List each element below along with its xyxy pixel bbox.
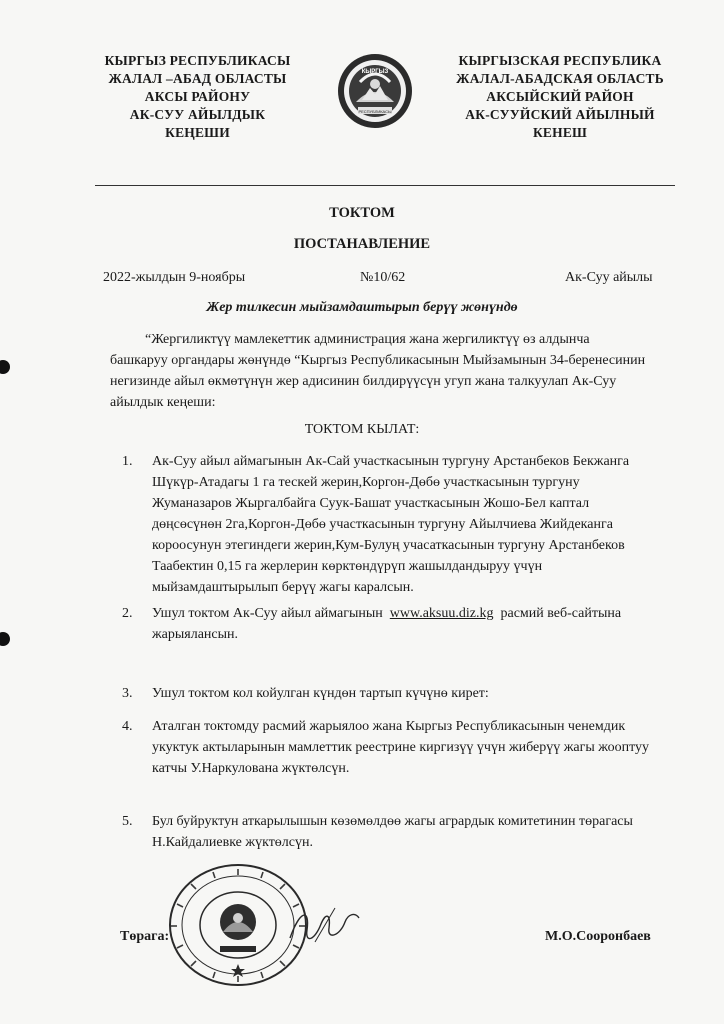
item-number: 4. [122,719,133,734]
item-number: 5. [122,814,133,829]
document-date: 2022-жылдын 9-ноябры [103,270,246,285]
decree-heading: ТОКТОМ КЫЛАТ: [304,422,420,437]
header-right [445,52,675,142]
header-divider [95,185,675,186]
header-right-line: КЕНЕШ [532,125,588,140]
item-line: Бул буйруктун аткарылышын көзөмөлдөө жагы агрардык комитетинин төрагасы [152,814,633,829]
item-line: жарыялансын. [152,627,239,642]
item-line: Таабектин 0,15 га жерлерин көрктөндүрүп жашылдандыруу үчүн [152,559,543,574]
item-line: Шүкүр-Атадагы 1 га тескей жерин,Коргон-Дөбө участкасынын тургуну [152,475,580,490]
state-emblem-icon [336,52,414,130]
item-line-text: Ушул токтом Ак-Суу айыл аймагынын [152,606,390,621]
item-line: катчы У.Наркулована жүктөлсүн. [152,761,350,776]
document-number: №10/62 [360,270,406,285]
preamble [110,329,670,413]
emblem-bottom-text: РЕСПУБЛИКАСЫ [358,109,392,114]
document-subject: Жер тилкесин мыйзамдаштырып берүү жөнүндө [206,300,518,315]
header-right-line: АКСЫЙСКИЙ РАЙОН [486,89,634,104]
signature-icon [285,900,365,950]
signer-name: М.О.Сооронбаев [545,929,651,944]
item-line: Н.Кайдалиевке жүктөлсүн. [152,835,313,850]
header-left [90,52,305,142]
item-line: Ушул токтом кол койулган күндөн тартып күчүнө кирет: [152,686,489,701]
item-line: Жуманазаров Жыргалбайга Суук-Башат участкасынын Жошо-Бел каптал [152,496,590,511]
item-number: 3. [122,686,133,701]
header-left-line: АК-СУУ АЙЫЛДЫК [129,107,266,122]
preamble-line: башкаруу органдары жөнүндө “Кыргыз Республикасынын Мыйзамынын 34-беренесинин [110,353,646,368]
header-right-line: КЫРГЫЗСКАЯ РЕСПУБЛИКА [458,53,662,68]
header-left-line: АКСЫ РАЙОНУ [144,89,251,104]
preamble-line: айылдык кеңеши: [110,395,216,410]
title-kyrgyz: ТОКТОМ [329,205,395,221]
emblem-text: КЫРГЫЗ [361,69,389,75]
punch-hole [0,360,10,374]
item-line-text: расмий веб-сайтына [493,606,622,621]
item-line: Ак-Суу айыл аймагынын Ак-Сай участкасынын тургуну Арстанбеков Бекжанга [152,454,630,469]
item-line: дөңсөсүнөн 2га,Коргон-Дөбө участкасынын тургуну Айылчиева Жийдеканга [152,517,613,532]
signer-label: Төрага: [120,929,170,944]
document-place: Ак-Суу айылы [565,270,653,285]
preamble-line: “Жергиликтүү мамлекеттик администрация жана жергиликтүү өз алдынча [145,332,590,347]
header-right-line: ЖАЛАЛ-АБАДСКАЯ ОБЛАСТЬ [456,71,664,86]
item-line: мыйзамдаштырылып берүү жагы каралсын. [152,580,414,595]
header-left-line: ЖАЛАЛ –АБАД ОБЛАСТЫ [108,71,287,86]
item-line: короосунун этегиндеги жерин,Кум-Булуң учасаткасынын тургуну Арстанбеков [152,538,625,553]
item-number: 2. [122,606,133,621]
website-link[interactable]: www.aksuu.diz.kg [389,606,494,621]
item-line: укуктук актыларынын мамлеттик реестрине киргизүү үчүн жиберүү жагы жооптуу [152,740,650,755]
punch-hole [0,632,10,646]
header-left-line: КЫРГЫЗ РЕСПУБЛИКАСЫ [104,53,291,68]
preamble-line: негизинде айыл өкмөтүнүн жер адисинин билдирүүсүн угуп жана талкуулап Ак-Суу [110,374,617,389]
title-russian: ПОСТАНАВЛЕНИЕ [293,236,431,252]
item-line: Аталган токтомду расмий жарыялоо жана Кыргыз Республикасынын ченемдик [152,719,626,734]
header-left-line: КЕҢЕШИ [165,125,230,140]
header-right-line: АК-СУУЙСКИЙ АЙЫЛНЫЙ [465,107,655,122]
item-number: 1. [122,454,133,469]
